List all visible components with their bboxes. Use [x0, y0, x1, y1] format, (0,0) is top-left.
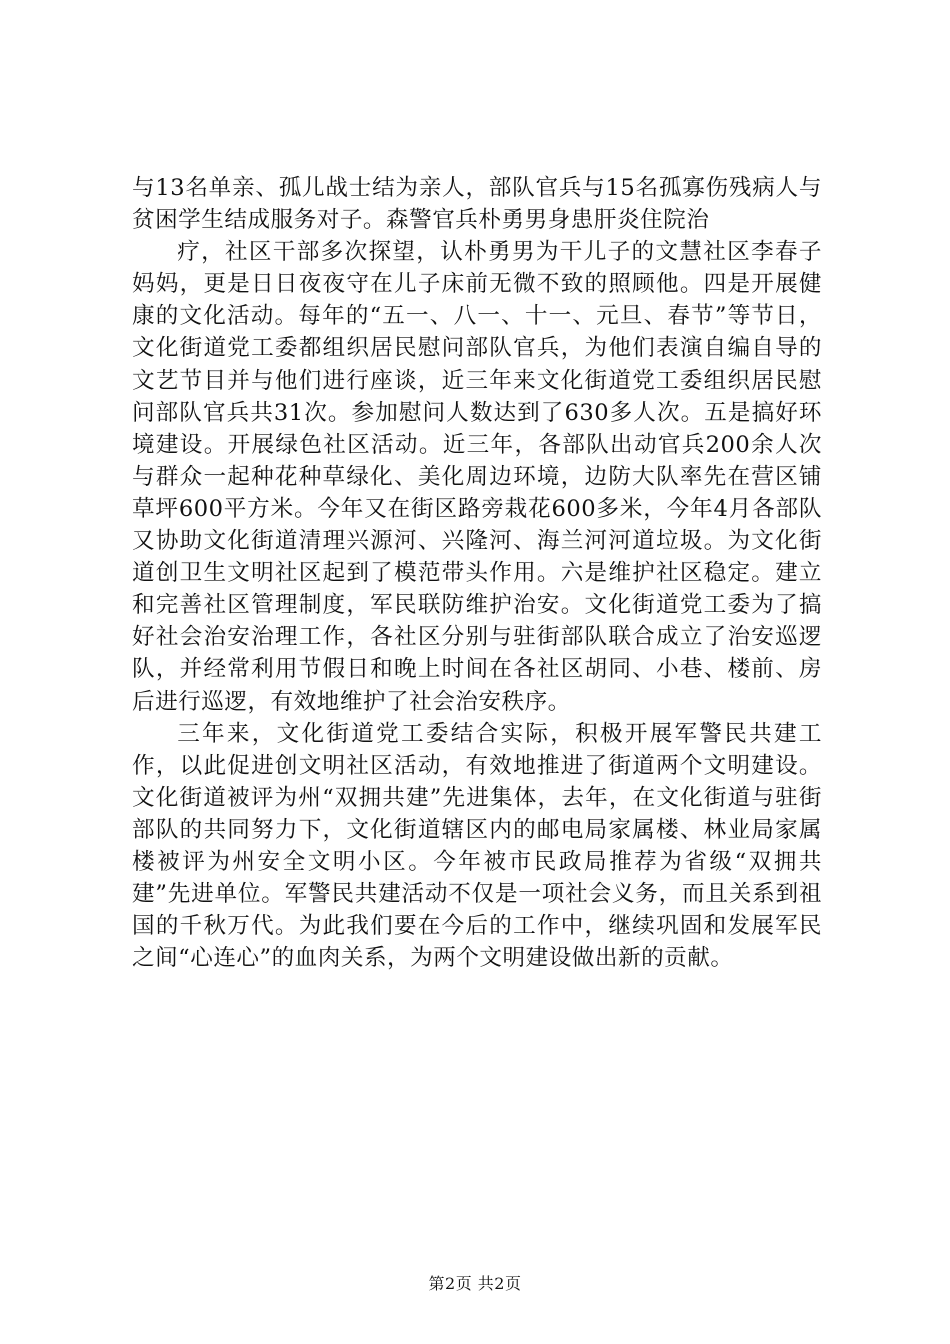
document-body: [132, 172, 822, 974]
paragraph-1: 与13名单亲、孤儿战士结为亲人，部队官兵与15名孤寡伤残病人与贫困学生结成服务对子。森警官兵朴勇男身患肝炎住院治: [132, 175, 822, 234]
page-footer: 第2页 共2页: [428, 1274, 522, 1293]
paragraph-2: 疗，社区干部多次探望，认朴勇男为干儿子的文慧社区李春子妈妈，更是日日夜夜守在儿子床前无微不致的照顾他。四是开展健康的文化活动。每年的“五一、八一、十一、元旦、春节”等节日，文化街道党工委都组织居民慰问部队官兵，为他们表演自编自导的文艺节目并与他们进行座谈，近三年来文化街道党工委组织居民慰问部队官兵共31次。参加慰问人数达到了630多人次。五是搞好环境建设。开展绿色社区活动。近三年，各部队出动官兵200余人次与群众一起种花种草绿化、美化周边环境，边防大队率先在营区铺草坪600平方米。今年又在街区路旁栽花600多米，今年4月各部队又协助文化街道清理兴源河、兴隆河、海兰河河道垃圾。为文化街道创卫生文明社区起到了模范带头作用。六是维护社区稳定。建立和完善社区管理制度，军民联防维护治安。文化街道党工委为了搞好社会治安治理工作，各社区分别与驻街部队联合成立了治安巡逻队，并经常利用节假日和晚上时间在各社区胡同、小巷、楼前、房后进行巡逻，有效地维护了社会治安秩序。: [132, 239, 822, 715]
paragraph-3: 三年来，文化街道党工委结合实际，积极开展军警民共建工作，以此促进创文明社区活动，有效地推进了街道两个文明建设。文化街道被评为州“双拥共建”先进集体，去年，在文化街道与驻街部队的共同努力下，文化街道辖区内的邮电局家属楼、林业局家属楼被评为州安全文明小区。今年被市民政局推荐为省级“双拥共建”先进单位。军警民共建活动不仅是一项社会义务，而且关系到祖国的千秋万代。为此我们要在今后的工作中，继续巩固和发展军民之间“心连心”的血肉关系，为两个文明建设做出新的贡献。: [132, 720, 822, 972]
